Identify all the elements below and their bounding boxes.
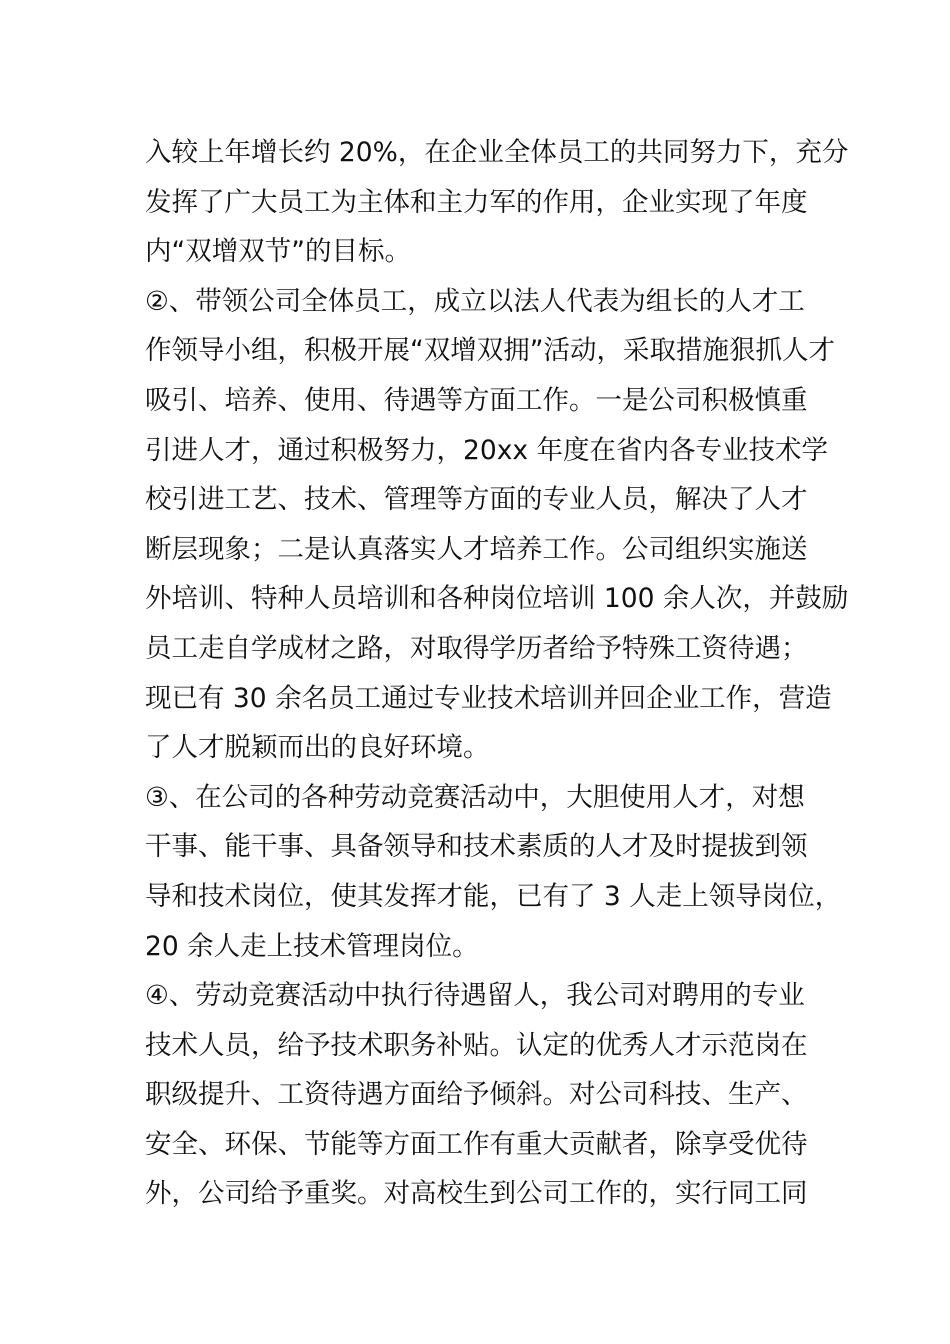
text-line: 外，公司给予重奖。对高校生到公司工作的，实行同工同 [145, 1178, 808, 1210]
text-line: 入较上年增长约 20%，在企业全体员工的共同努力下，充分 [145, 137, 849, 168]
text-line: 校引进工艺、技术、管理等方面的专业人员，解决了人才 [145, 484, 808, 516]
text-line: 安全、环保、节能等方面工作有重大贡献者，除享受优待 [145, 1128, 808, 1160]
text-line: 断层现象；二是认真落实人才培养工作。公司组织实施送 [145, 533, 808, 565]
text-line: 吸引、培养、使用、待遇等方面工作。一是公司积极慎重 [145, 384, 808, 416]
text-line: 了人才脱颖而出的良好环境。 [145, 732, 490, 764]
text-line: ④、劳动竞赛活动中执行待遇留人，我公司对聘用的专业 [145, 980, 805, 1012]
text-line: 导和技术岗位，使其发挥才能，已有了 3 人走上领导岗位， [145, 880, 842, 912]
text-line: 干事、能干事、具备领导和技术素质的人才及时提拔到领 [145, 831, 808, 863]
text-line: 现已有 30 余名员工通过专业技术培训并回企业工作，营造 [145, 682, 832, 714]
body-text [145, 128, 849, 1219]
text-line: 20 余人走上技术管理岗位。 [145, 930, 479, 962]
text-line: 员工走自学成材之路，对取得学历者给予特殊工资待遇； [145, 632, 808, 664]
text-line: 内“双增双节”的目标。 [145, 236, 411, 268]
text-line: 技术人员，给予技术职务补贴。认定的优秀人才示范岗在 [145, 1029, 808, 1061]
text-line: 发挥了广大员工为主体和主力军的作用，企业实现了年度 [145, 186, 808, 218]
text-line: 职级提升、工资待遇方面给予倾斜。对公司科技、生产、 [145, 1079, 808, 1111]
text-line: ③、在公司的各种劳动竞赛活动中，大胆使用人才，对想 [145, 781, 805, 813]
text-line: 引进人才，通过积极努力，20xx 年度在省内各专业技术学 [145, 434, 829, 466]
text-line: ②、带领公司全体员工，成立以法人代表为组长的人才工 [145, 285, 805, 317]
text-line: 作领导小组，积极开展“双增双拥”活动，采取措施狠抓人才 [145, 335, 835, 367]
text-line: 外培训、特种人员培训和各种岗位培训 100 余人次，并鼓励 [145, 583, 849, 615]
